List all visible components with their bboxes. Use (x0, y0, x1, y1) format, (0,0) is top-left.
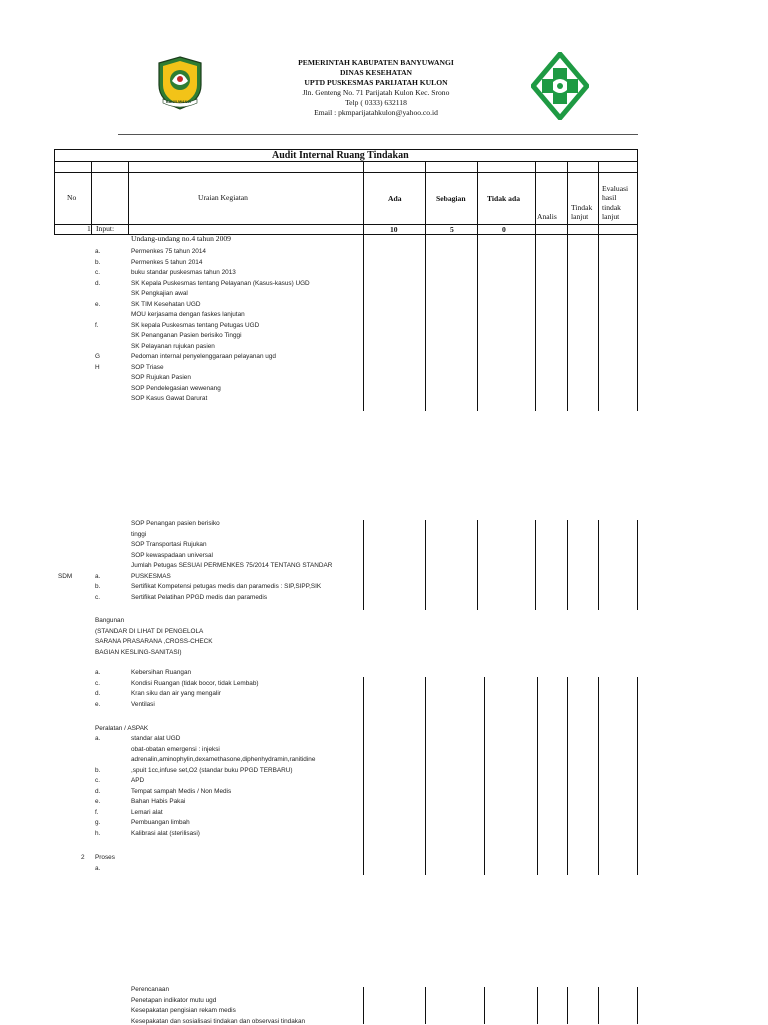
table-rule (567, 677, 568, 875)
table-rule (363, 987, 364, 1024)
table-rule (363, 677, 364, 875)
item-letter: e. (95, 700, 101, 708)
table-rule (54, 161, 637, 162)
row2-no: 2 (81, 854, 85, 861)
row2-label: Proses (95, 854, 115, 861)
item-letter: a. (95, 572, 101, 580)
letterhead-divider (118, 134, 638, 135)
audit-item: Kondisi Ruangan (tidak bocor, tidak Lembab) (131, 679, 259, 687)
item-letter: c. (95, 777, 100, 784)
table-rule (54, 149, 55, 234)
table-rule (598, 987, 599, 1024)
table-rule (54, 224, 637, 225)
audit-item: SK Penanganan Pasien berisiko Tinggi (131, 332, 242, 339)
letterhead-address: Jln. Genteng No. 71 Parijatah Kulon Kec. Srono (302, 88, 450, 97)
item-letter: a. (95, 669, 101, 676)
table-rule (598, 161, 599, 234)
letterhead-phone: Telp ( 0333) 632118 (345, 98, 407, 107)
row1-label: Input: (96, 224, 115, 233)
audit-item: SOP Kasus Gawat Darurat (131, 395, 208, 402)
header-tindak-2: lanjut (571, 212, 589, 221)
header-evaluasi-3: tindak (602, 203, 621, 212)
item-letter: c. (95, 269, 100, 276)
audit-item: adrenalin,aminophylin,dexamethasone,diphenhydramin,ranitidine (131, 756, 316, 763)
item-letter: a. (95, 865, 101, 872)
item-letter: d. (95, 690, 101, 697)
audit-item: SK Pelayanan rujukan pasien (131, 342, 215, 350)
table-rule (477, 234, 478, 411)
crest-banner-text: BANYUWANGI (166, 100, 191, 104)
audit-item: Kran siku dan air yang mengalir (131, 690, 221, 697)
bangunan-heading: Bangunan (95, 617, 125, 624)
audit-item: SOP kewaspadaan universal (131, 551, 213, 559)
row1-sebagian: 5 (450, 225, 454, 234)
header-tindak-1: Tindak (571, 203, 593, 212)
table-rule (637, 520, 638, 610)
puskesmas-logo-icon (531, 52, 589, 120)
letterhead-line3: UPTD PUSKESMAS PARIJATAH KULON (304, 78, 448, 87)
header-analis: Analis (537, 212, 557, 221)
peralatan-heading: Peralatan / ASPAK (95, 725, 149, 732)
table-rule (598, 677, 599, 875)
audit-item: Undang-undang no.4 tahun 2009 (131, 234, 231, 243)
item-letter: a. (95, 735, 101, 742)
table-rule (363, 161, 364, 234)
item-letter: G (95, 353, 100, 360)
table-rule (128, 161, 129, 234)
table-rule (567, 161, 568, 234)
header-ada: Ada (388, 194, 402, 203)
item-letter: c. (95, 593, 100, 601)
header-uraian: Uraian Kegiatan (198, 193, 248, 202)
audit-item: APD (131, 777, 145, 784)
table-rule (537, 677, 538, 875)
item-letter: a. (95, 248, 101, 255)
bangunan-heading: SARANA PRASARANA ,CROSS-CHECK (95, 638, 213, 645)
letterhead-text (262, 58, 490, 118)
audit-item: Sertifikat Pelatihan PPGD medis dan paramedis (131, 593, 268, 601)
audit-item: ,spuit 1cc,infuse set,O2 (standar buku PPGD TERBARU) (131, 766, 293, 774)
table-rule (637, 149, 638, 234)
item-letter: d. (95, 279, 101, 287)
table-rule (537, 987, 538, 1024)
audit-item: Perencanaan (131, 986, 170, 993)
item-letter: b. (95, 766, 101, 774)
table-title: Audit Internal Ruang Tindakan (272, 150, 409, 161)
audit-item: Sertifikat Kompetensi petugas medis dan paramedis : SIP,SIPP,SIK (131, 583, 322, 590)
audit-item: SK Kepala Puskesmas tentang Pelayanan (Kasus-kasus) UGD (131, 279, 310, 287)
audit-item: Kebersihan Ruangan (131, 669, 192, 676)
table-rule (425, 677, 426, 875)
audit-item: SK kepala Puskesmas tentang Petugas UGD (131, 321, 260, 329)
item-letter: b. (95, 258, 101, 266)
letterhead-line2: DINAS KESEHATAN (339, 68, 413, 77)
audit-item: Permenkes 75 tahun 2014 (131, 248, 206, 255)
table-rule (567, 987, 568, 1024)
table-rule (598, 520, 599, 610)
item-letter: e. (95, 300, 101, 308)
audit-item: SK Pengkajian awal (131, 290, 188, 297)
table-rule (637, 677, 638, 875)
audit-item: MOU kerjasama dengan faskes lanjutan (131, 311, 245, 318)
item-letter: e. (95, 798, 101, 805)
audit-item: Kalibrasi alat (sterilisasi) (131, 829, 200, 837)
audit-item: Kesepakatan pengisian rekam medis (131, 1007, 236, 1014)
audit-item: Bahan Habis Pakai (131, 798, 186, 805)
audit-item: Pembuangan limbah (131, 819, 190, 826)
table-rule (637, 234, 638, 411)
table-rule (567, 234, 568, 411)
table-rule (425, 234, 426, 411)
audit-item: Penetapan indikator mutu ugd (131, 996, 217, 1004)
table-rule (598, 234, 599, 411)
item-letter: h. (95, 829, 101, 837)
audit-item: obat-obatan emergensi : injeksi (131, 745, 220, 753)
audit-item: Ventilasi (131, 700, 155, 708)
table-rule (425, 520, 426, 610)
bangunan-heading: (STANDAR DI LIHAT DI PENGELOLA (95, 627, 204, 635)
item-letter: c. (95, 679, 100, 687)
item-letter: g. (95, 819, 101, 826)
item-letter: f. (95, 808, 99, 816)
table-rule (425, 161, 426, 234)
bangunan-heading: BAGIAN KESLING-SANITASI) (95, 648, 182, 656)
audit-item: Tempat sampah Medis / Non Medis (131, 787, 232, 795)
table-rule (425, 987, 426, 1024)
table-rule (477, 161, 478, 234)
header-sebagian: Sebagian (436, 194, 466, 203)
row1-tidak-ada: 0 (502, 225, 506, 234)
audit-item: tinggi (131, 530, 147, 538)
audit-item: Pedoman internal penyelenggaraan pelayanan ugd (131, 353, 276, 360)
audit-item: Jumlah Petugas SESUAI PERMENKES 75/2014 TENTANG STANDAR (131, 562, 333, 569)
audit-item: SOP Transportasi Rujukan (131, 541, 207, 548)
audit-item: PUSKESMAS (131, 572, 171, 580)
audit-item: SOP Rujukan Pasien (131, 374, 191, 381)
item-letter: H (95, 363, 100, 371)
item-letter: d. (95, 787, 101, 795)
table-rule (484, 677, 485, 875)
audit-item: SOP Triase (131, 363, 164, 371)
item-letter: b. (95, 583, 101, 590)
table-rule (484, 987, 485, 1024)
table-rule (91, 161, 92, 234)
header-tidak-ada: Tidak ada (487, 194, 520, 203)
row1-ada: 10 (390, 225, 398, 234)
table-rule (535, 520, 536, 610)
audit-item: SK TIM Kesehatan UGD (131, 300, 201, 308)
table-rule (477, 520, 478, 610)
table-rule (535, 234, 536, 411)
letterhead-line1: PEMERINTAH KABUPATEN BANYUWANGI (298, 58, 454, 67)
audit-item: standar alat UGD (131, 735, 181, 742)
audit-item: Kesepakatan dan sosialisasi tindakan dan observasi tindakan (131, 1017, 306, 1025)
table-rule (363, 520, 364, 610)
table-rule (54, 172, 637, 173)
audit-item: SOP Pendelegasian wewenang (131, 384, 221, 392)
audit-item: buku standar puskesmas tahun 2013 (131, 269, 236, 276)
table-rule (363, 234, 364, 411)
table-rule (535, 161, 536, 234)
row-group-label: SDM (58, 572, 73, 580)
audit-item: Permenkes 5 tahun 2014 (131, 258, 203, 266)
table-rule (567, 520, 568, 610)
item-letter: f. (95, 321, 99, 329)
row1-no: 1 (87, 224, 91, 233)
audit-item: SOP Penangan pasien berisiko (131, 520, 220, 527)
header-evaluasi-2: hasil (602, 193, 617, 202)
header-no: No (67, 193, 77, 202)
header-evaluasi-4: lanjut (602, 212, 620, 221)
audit-item: Lemari alat (131, 808, 163, 816)
letterhead-email: Email : pkmparijatahkulon@yahoo.co.id (314, 108, 438, 117)
table-rule (637, 987, 638, 1024)
header-evaluasi-1: Evaluasi (602, 184, 629, 193)
